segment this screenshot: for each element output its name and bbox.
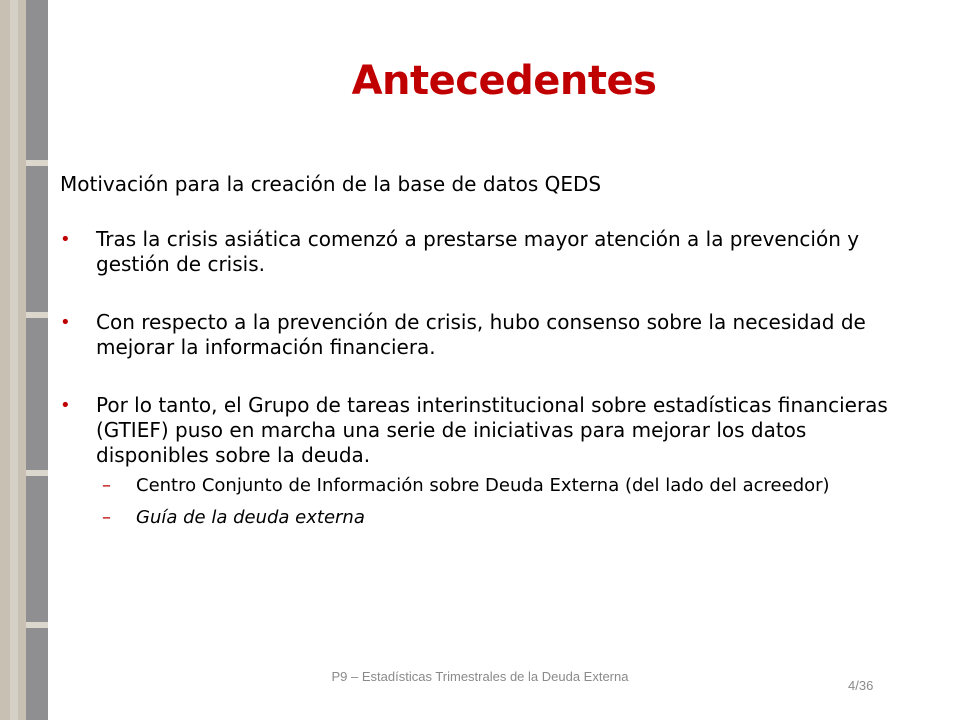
left-bar-strip (10, 0, 18, 720)
dash-icon: – (102, 475, 111, 496)
sub-bullet-text: Guía de la deuda externa (136, 507, 365, 528)
sub-bullet-item (60, 474, 900, 498)
bullet-icon: • (60, 229, 71, 250)
sub-bullet-item (60, 506, 900, 530)
sub-bullet-text: Centro Conjunto de Información sobre Deuda Externa (del lado del acreedor) (136, 475, 830, 496)
slide-content (60, 172, 900, 538)
bullet-text: Por lo tanto, el Grupo de tareas interinstitucional sobre estadísticas financieras (GTIEF) puso en marcha una serie de iniciativas para mejorar los datos disponibles sobre la deuda. (96, 393, 888, 467)
left-bar-segment (26, 476, 48, 622)
page-number: 4/36 (848, 678, 874, 693)
left-bar-segment (26, 318, 48, 470)
left-bar-segment (26, 0, 48, 160)
bullet-icon: • (60, 312, 71, 333)
bullet-icon: • (60, 395, 71, 416)
bullet-item (60, 227, 900, 277)
bullet-text: Con respecto a la prevención de crisis, hubo consenso sobre la necesidad de mejorar la información financiera. (96, 310, 866, 359)
bullet-item (60, 393, 900, 468)
bullet-item (60, 310, 900, 360)
left-decorative-bar (0, 0, 48, 720)
dash-icon: – (102, 507, 111, 528)
footer-text: P9 – Estadísticas Trimestrales de la Deuda Externa (331, 669, 629, 684)
left-bar-segment (26, 628, 48, 720)
left-bar-segment (26, 166, 48, 312)
intro-text: Motivación para la creación de la base de datos QEDS (60, 172, 602, 196)
bullet-text: Tras la crisis asiática comenzó a prestarse mayor atención a la prevención y gestión de crisis. (96, 227, 860, 276)
slide-title: Antecedentes (351, 58, 657, 104)
